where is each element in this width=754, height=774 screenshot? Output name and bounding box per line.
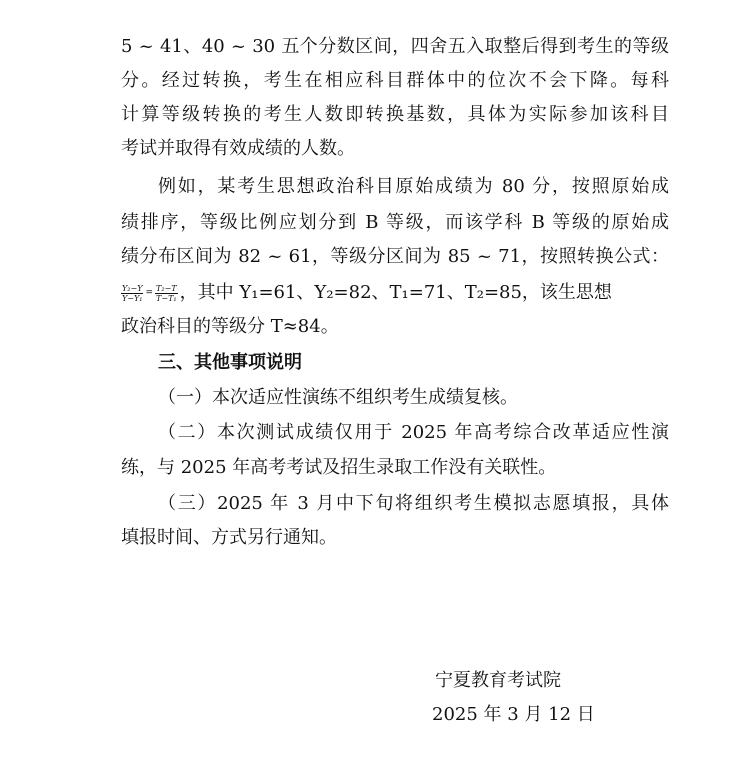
formula-right-fraction	[155, 284, 178, 303]
item2-line1: （二）本次测试成绩仅用于 2025 年高考综合改革适应性演	[158, 422, 669, 443]
paragraph2-line2: 绩排序，等级比例应划分到 B 等级，而该学科 B 等级的原始成	[121, 212, 669, 233]
formula-left-numerator: Y₂−Y	[122, 283, 143, 293]
paragraph1-line2: 分。经过转换，考生在相应科目群体中的位次不会下降。每科	[121, 70, 669, 91]
item2-line2: 练，与 2025 年高考考试及招生录取工作没有关联性。	[121, 457, 557, 478]
signature-org: 宁夏教育考试院	[435, 670, 561, 691]
formula-left-fraction	[121, 284, 143, 303]
formula-right-denominator: T−T₁	[156, 293, 177, 303]
paragraph2-line1: 例如，某考生思想政治科目原始成绩为 80 分，按照原始成	[158, 176, 669, 197]
paragraph2-end: 政治科目的等级分 T≈84。	[121, 316, 339, 337]
formula-rest: ，其中 Y₁=61、Y₂=82、T₁=71、T₂=85，该生思想	[179, 282, 612, 303]
formula-left-denominator: Y−Y₁	[122, 293, 143, 303]
paragraph1-line1: 5 ~ 41、40 ~ 30 五个分数区间，四舍五入取整后得到考生的等级	[121, 36, 669, 57]
paragraph2-line3: 绩分布区间为 82 ~ 61，等级分区间为 85 ~ 71，按照转换公式：	[121, 246, 669, 267]
item3-line2: 填报时间、方式另行通知。	[121, 527, 337, 548]
item3-line1: （三）2025 年 3 月中下旬将组织考生模拟志愿填报，具体	[158, 493, 669, 514]
formula-equals: =	[145, 287, 154, 298]
item1: （一）本次适应性演练不组织考生成绩复核。	[158, 387, 518, 408]
section-heading: 三、其他事项说明	[158, 352, 302, 373]
paragraph1-line4: 考试并取得有效成绩的人数。	[121, 138, 355, 159]
paragraph1-line3: 计算等级转换的考生人数即转换基数，具体为实际参加该科目	[121, 104, 669, 125]
formula-right-numerator: T₂−T	[156, 283, 177, 293]
formula-line	[121, 276, 669, 310]
signature-date: 2025 年 3 月 12 日	[432, 704, 595, 725]
